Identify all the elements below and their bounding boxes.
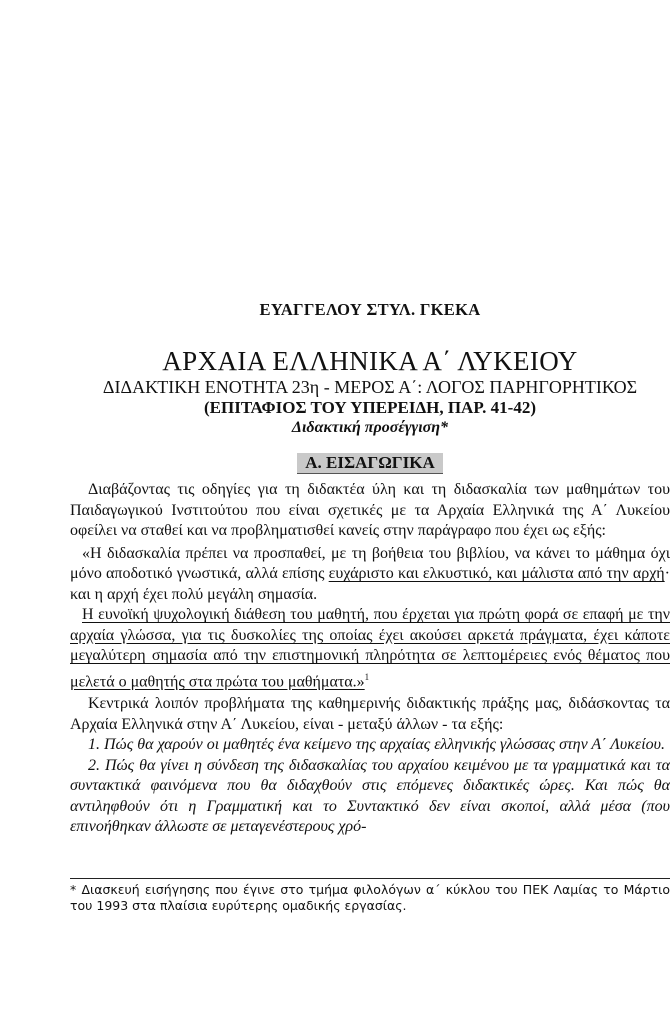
footnote: * Διασκευή εισήγησης που έγινε στο τμήμα φιλολόγων α΄ κύκλου του ΠΕΚ Λαμίας το Μάρτιο του 1993 στα πλαίσια ευρύτερης ομαδικής εργασίας. [70, 882, 670, 913]
footnote-divider [70, 878, 670, 879]
quote-underlined-2: Η ευνοϊκή ψυχολογική διάθεση του μαθητή, που έρχεται για πρώτη φορά σε επαφή με την αρχαία γλώσσα, για τις δυσκολίες της οποίας έχει ακούσει αρκετά πράγματα, έχει κάποτε μεγαλύτερη σημασία από την επιστημονική πληρότητα σε λεπτομέρειες ενός θέματος που μελετά ο μαθητής στα πρώτα του μαθήματα.» [70, 606, 670, 690]
quote-paragraph [70, 544, 670, 606]
problems-intro: Κεντρικά λοιπόν προβλήματα της καθημερινής διδακτικής πράξης μας, διδάσκοντας τα Αρχαία Ελληνικά στην Α΄ Λυκείου, είναι - μεταξύ άλλων - τα εξής: [70, 695, 670, 733]
author: ΕΥΑΓΓΕΛΟΥ ΣΤΥΛ. ΓΚΕΚΑ [259, 300, 481, 319]
section-heading-text: Α. ΕΙΣΑΓΩΓΙΚΑ [297, 453, 442, 474]
subtitle: ΔΙΔΑΚΤΙΚΗ ΕΝΟΤΗΤΑ 23η - ΜΕΡΟΣ Α΄: ΛΟΓΟΣ ΠΑΡΗΓΟΡΗΤΙΚΟΣ [102, 377, 638, 397]
quote-text-end: · και η αρχή έχει πολύ μεγάλη σημασία. [70, 565, 670, 603]
section-heading [70, 453, 670, 474]
footnote-mark: 1 [364, 671, 370, 682]
problem-1: 1. Πώς θα χαρούν οι μαθητές ένα κείμενο της αρχαίας ελληνικής γλώσσας στην Α΄ Λυκείου. [88, 736, 666, 754]
intro-paragraph: Διαβάζοντας τις οδηγίες για τη διδακτέα ύλη και τη διδασκαλία των μαθημάτων του Παιδαγωγικού Ινστιτούτου που είναι σχετικές με τα Αρχαία Ελληνικά της Α΄ Λυκείου οφείλει να σταθεί και να προβληματισθεί κανείς στην παράγραφο που έχει ως εξής: [70, 481, 670, 539]
quote-underlined-1: ευχάριστο και ελκυστικό, και μάλιστα από την αρχή [328, 565, 665, 582]
article [70, 300, 670, 838]
quote-paragraph-2 [70, 605, 670, 692]
page-title: ΑΡΧΑΙΑ ΕΛΛΗΝΙΚΑ Α΄ ΛΥΚΕΙΟΥ [162, 346, 578, 376]
quote-text: «Η διδασκαλία πρέπει να προσπαθεί, με τη βοήθεια του βιβλίου, να κάνει το μάθημα όχι μόνο αποδοτικό γνωστικά, αλλά επίσης [70, 544, 670, 582]
problem-2: 2. Πώς θα γίνει η σύνδεση της διδασκαλίας του αρχαίου κειμένου με τα γραμματικά και τα συντακτικά φαινόμενα που θα διδαχθούν στις επόμενες διδακτικές ώρες. Και πώς θα αντιληφθούν ότι η Γραμματική και το Συντακτικό δεν είναι σκοποί, αλλά μέσα (που επινοήθηκαν άλλωστε σε μεταγενέστερους χρό- [70, 756, 670, 836]
epitaph-reference: (ΕΠΙΤΑΦΙΟΣ ΤΟΥ ΥΠΕΡΕΙΔΗ, ΠΑΡ. 41-42) [204, 398, 536, 417]
approach-label: Διδακτική προσέγγιση* [291, 419, 449, 436]
